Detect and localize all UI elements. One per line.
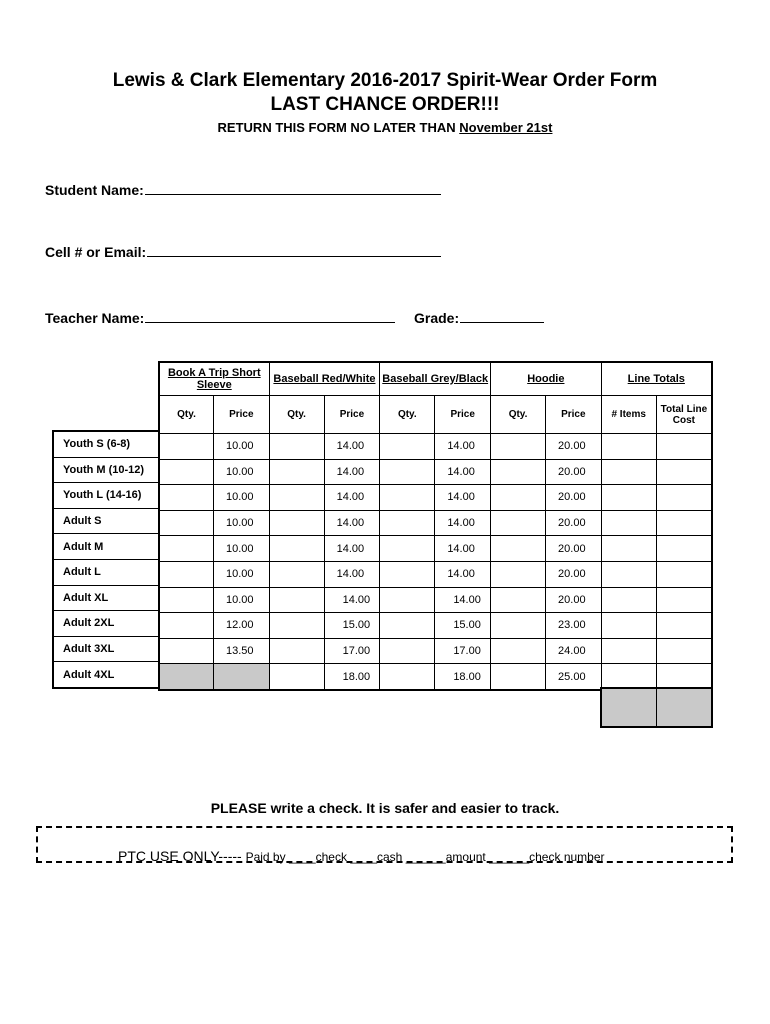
qty-cell[interactable]: [491, 638, 546, 664]
student-name-label: Student Name:: [45, 182, 144, 198]
line-cost-cell[interactable]: [656, 613, 712, 639]
size-row: [53, 559, 159, 585]
table-row: [159, 510, 712, 536]
ptc-use-box: [36, 826, 733, 863]
line-cost-cell[interactable]: [656, 510, 712, 536]
items-cell[interactable]: [601, 561, 656, 587]
price-header: Price: [546, 396, 602, 434]
size-row: [53, 585, 159, 611]
price-header: Price: [324, 396, 380, 434]
price-header: Price: [214, 396, 270, 434]
price-cell: 14.00: [435, 561, 491, 587]
contact-line[interactable]: [147, 242, 441, 257]
size-label: Adult S: [53, 508, 159, 534]
size-row: [53, 636, 159, 662]
qty-cell[interactable]: [269, 536, 324, 562]
price-header: Price: [435, 396, 491, 434]
qty-cell[interactable]: [491, 485, 546, 511]
qty-header: Qty.: [269, 396, 324, 434]
qty-cell[interactable]: [159, 561, 214, 587]
group-header: Baseball Red/White: [269, 362, 380, 396]
qty-cell[interactable]: [159, 613, 214, 639]
price-cell: 24.00: [546, 638, 602, 664]
price-cell: 10.00: [214, 561, 270, 587]
qty-cell[interactable]: [491, 510, 546, 536]
teacher-name-field[interactable]: [45, 308, 395, 326]
size-label: Youth M (10-12): [53, 457, 159, 483]
table-row: [159, 613, 712, 639]
price-cell: 10.00: [214, 434, 270, 460]
qty-cell[interactable]: [269, 638, 324, 664]
items-cell[interactable]: [601, 638, 656, 664]
table-row: [159, 561, 712, 587]
qty-cell[interactable]: [159, 587, 214, 613]
size-label: Adult 3XL: [53, 636, 159, 662]
line-cost-cell[interactable]: [656, 485, 712, 511]
return-date: November 21st: [459, 120, 553, 135]
price-cell: 18.00: [324, 664, 380, 690]
grade-label: Grade:: [414, 310, 460, 326]
grand-totals: [600, 687, 713, 728]
return-deadline: [0, 120, 770, 135]
line-cost-cell[interactable]: [656, 587, 712, 613]
price-cell: 14.00: [324, 561, 380, 587]
price-cell: 13.50: [214, 638, 270, 664]
price-cell: 14.00: [324, 434, 380, 460]
size-row: [53, 508, 159, 534]
price-cell: 10.00: [214, 485, 270, 511]
price-cell: 10.00: [214, 459, 270, 485]
table-row: [159, 434, 712, 460]
qty-cell[interactable]: [269, 459, 324, 485]
form-subtitle: LAST CHANCE ORDER!!!: [270, 94, 500, 115]
price-cell: 25.00: [546, 664, 602, 690]
order-table: [158, 361, 713, 691]
size-row: [53, 611, 159, 637]
price-cell: 20.00: [546, 587, 602, 613]
student-name-line[interactable]: [145, 180, 441, 195]
table-row: [159, 638, 712, 664]
qty-header: Qty.: [491, 396, 546, 434]
size-label: Adult L: [53, 559, 159, 585]
grand-total-items[interactable]: [601, 688, 657, 727]
student-name-field[interactable]: [45, 180, 441, 198]
table-row: [159, 485, 712, 511]
qty-header: Qty.: [159, 396, 214, 434]
qty-cell[interactable]: [380, 613, 435, 639]
price-cell: [214, 664, 270, 690]
table-row: [159, 587, 712, 613]
qty-cell[interactable]: [491, 459, 546, 485]
qty-cell[interactable]: [269, 510, 324, 536]
group-header: Hoodie: [491, 362, 602, 396]
total-cost-header: Total Line Cost: [656, 396, 712, 434]
price-cell: 15.00: [324, 613, 380, 639]
ptc-label: PTC USE ONLY-----: [118, 848, 242, 864]
price-cell: 14.00: [324, 510, 380, 536]
price-cell: 18.00: [435, 664, 491, 690]
qty-cell[interactable]: [159, 459, 214, 485]
grand-total-cost[interactable]: [657, 688, 713, 727]
qty-cell[interactable]: [269, 434, 324, 460]
qty-cell[interactable]: [491, 536, 546, 562]
price-cell: 20.00: [546, 536, 602, 562]
qty-cell[interactable]: [159, 664, 214, 690]
group-header: Book A Trip Short Sleeve: [159, 362, 269, 396]
contact-label: Cell # or Email:: [45, 244, 147, 260]
qty-cell[interactable]: [380, 510, 435, 536]
size-label: Adult M: [53, 534, 159, 560]
price-cell: 15.00: [435, 613, 491, 639]
items-cell[interactable]: [601, 434, 656, 460]
size-column: [52, 430, 160, 689]
items-header: # Items: [601, 396, 656, 434]
price-cell: 12.00: [214, 613, 270, 639]
price-cell: 10.00: [214, 587, 270, 613]
qty-cell[interactable]: [269, 561, 324, 587]
size-row: [53, 662, 159, 688]
size-row: [53, 457, 159, 483]
teacher-name-line[interactable]: [145, 308, 395, 323]
price-cell: 14.00: [324, 536, 380, 562]
qty-cell[interactable]: [159, 485, 214, 511]
price-cell: 14.00: [435, 485, 491, 511]
price-cell: 10.00: [214, 510, 270, 536]
qty-cell[interactable]: [159, 510, 214, 536]
check-note: PLEASE write a check. It is safer and easier to track.: [210, 800, 560, 816]
qty-cell[interactable]: [269, 613, 324, 639]
price-cell: 14.00: [324, 485, 380, 511]
price-cell: 14.00: [435, 510, 491, 536]
price-cell: 14.00: [324, 459, 380, 485]
price-cell: 20.00: [546, 561, 602, 587]
return-prefix: RETURN THIS FORM NO LATER THAN: [217, 120, 460, 135]
size-row: [53, 534, 159, 560]
contact-field[interactable]: [45, 242, 441, 260]
form-title: Lewis & Clark Elementary 2016-2017 Spirit-Wear Order Form: [112, 70, 658, 91]
qty-cell[interactable]: [159, 536, 214, 562]
items-cell[interactable]: [601, 536, 656, 562]
price-cell: 14.00: [435, 459, 491, 485]
size-label: Adult XL: [53, 585, 159, 611]
price-cell: 14.00: [435, 434, 491, 460]
qty-cell[interactable]: [380, 664, 435, 690]
qty-cell[interactable]: [380, 561, 435, 587]
items-cell[interactable]: [601, 510, 656, 536]
size-label: Youth L (14-16): [53, 483, 159, 509]
line-cost-cell[interactable]: [656, 536, 712, 562]
group-header: Baseball Grey/Black: [380, 362, 491, 396]
qty-cell[interactable]: [380, 485, 435, 511]
items-cell[interactable]: [601, 587, 656, 613]
price-cell: 17.00: [435, 638, 491, 664]
grade-line[interactable]: [460, 308, 544, 323]
qty-cell[interactable]: [269, 485, 324, 511]
qty-cell[interactable]: [491, 613, 546, 639]
qty-cell[interactable]: [491, 664, 546, 690]
price-cell: 14.00: [324, 587, 380, 613]
group-header: Line Totals: [601, 362, 712, 396]
items-cell[interactable]: [601, 485, 656, 511]
ptc-fields: Paid by ____check ____cash ______amount ______check number: [245, 850, 605, 864]
qty-cell[interactable]: [269, 587, 324, 613]
qty-header: Qty.: [380, 396, 435, 434]
table-row: [159, 536, 712, 562]
price-cell: 20.00: [546, 485, 602, 511]
price-cell: 14.00: [435, 587, 491, 613]
price-cell: 14.00: [435, 536, 491, 562]
qty-cell[interactable]: [380, 536, 435, 562]
size-label: Adult 2XL: [53, 611, 159, 637]
qty-cell[interactable]: [159, 638, 214, 664]
price-cell: 23.00: [546, 613, 602, 639]
size-label: Adult 4XL: [53, 662, 159, 688]
qty-cell[interactable]: [491, 561, 546, 587]
price-cell: 10.00: [214, 536, 270, 562]
qty-cell[interactable]: [491, 434, 546, 460]
line-cost-cell[interactable]: [656, 638, 712, 664]
table-row: [159, 459, 712, 485]
items-cell[interactable]: [601, 459, 656, 485]
qty-cell[interactable]: [380, 434, 435, 460]
size-row: [53, 483, 159, 509]
qty-cell[interactable]: [269, 664, 324, 690]
qty-cell[interactable]: [159, 434, 214, 460]
line-cost-cell[interactable]: [656, 561, 712, 587]
line-cost-cell[interactable]: [656, 434, 712, 460]
price-cell: 20.00: [546, 510, 602, 536]
qty-cell[interactable]: [380, 587, 435, 613]
line-cost-cell[interactable]: [656, 459, 712, 485]
qty-cell[interactable]: [491, 587, 546, 613]
qty-cell[interactable]: [380, 638, 435, 664]
size-row: [53, 431, 159, 457]
price-cell: 20.00: [546, 459, 602, 485]
grade-field[interactable]: [414, 308, 544, 326]
price-cell: 17.00: [324, 638, 380, 664]
teacher-name-label: Teacher Name:: [45, 310, 145, 326]
price-cell: 20.00: [546, 434, 602, 460]
size-label: Youth S (6-8): [53, 431, 159, 457]
items-cell[interactable]: [601, 613, 656, 639]
qty-cell[interactable]: [380, 459, 435, 485]
